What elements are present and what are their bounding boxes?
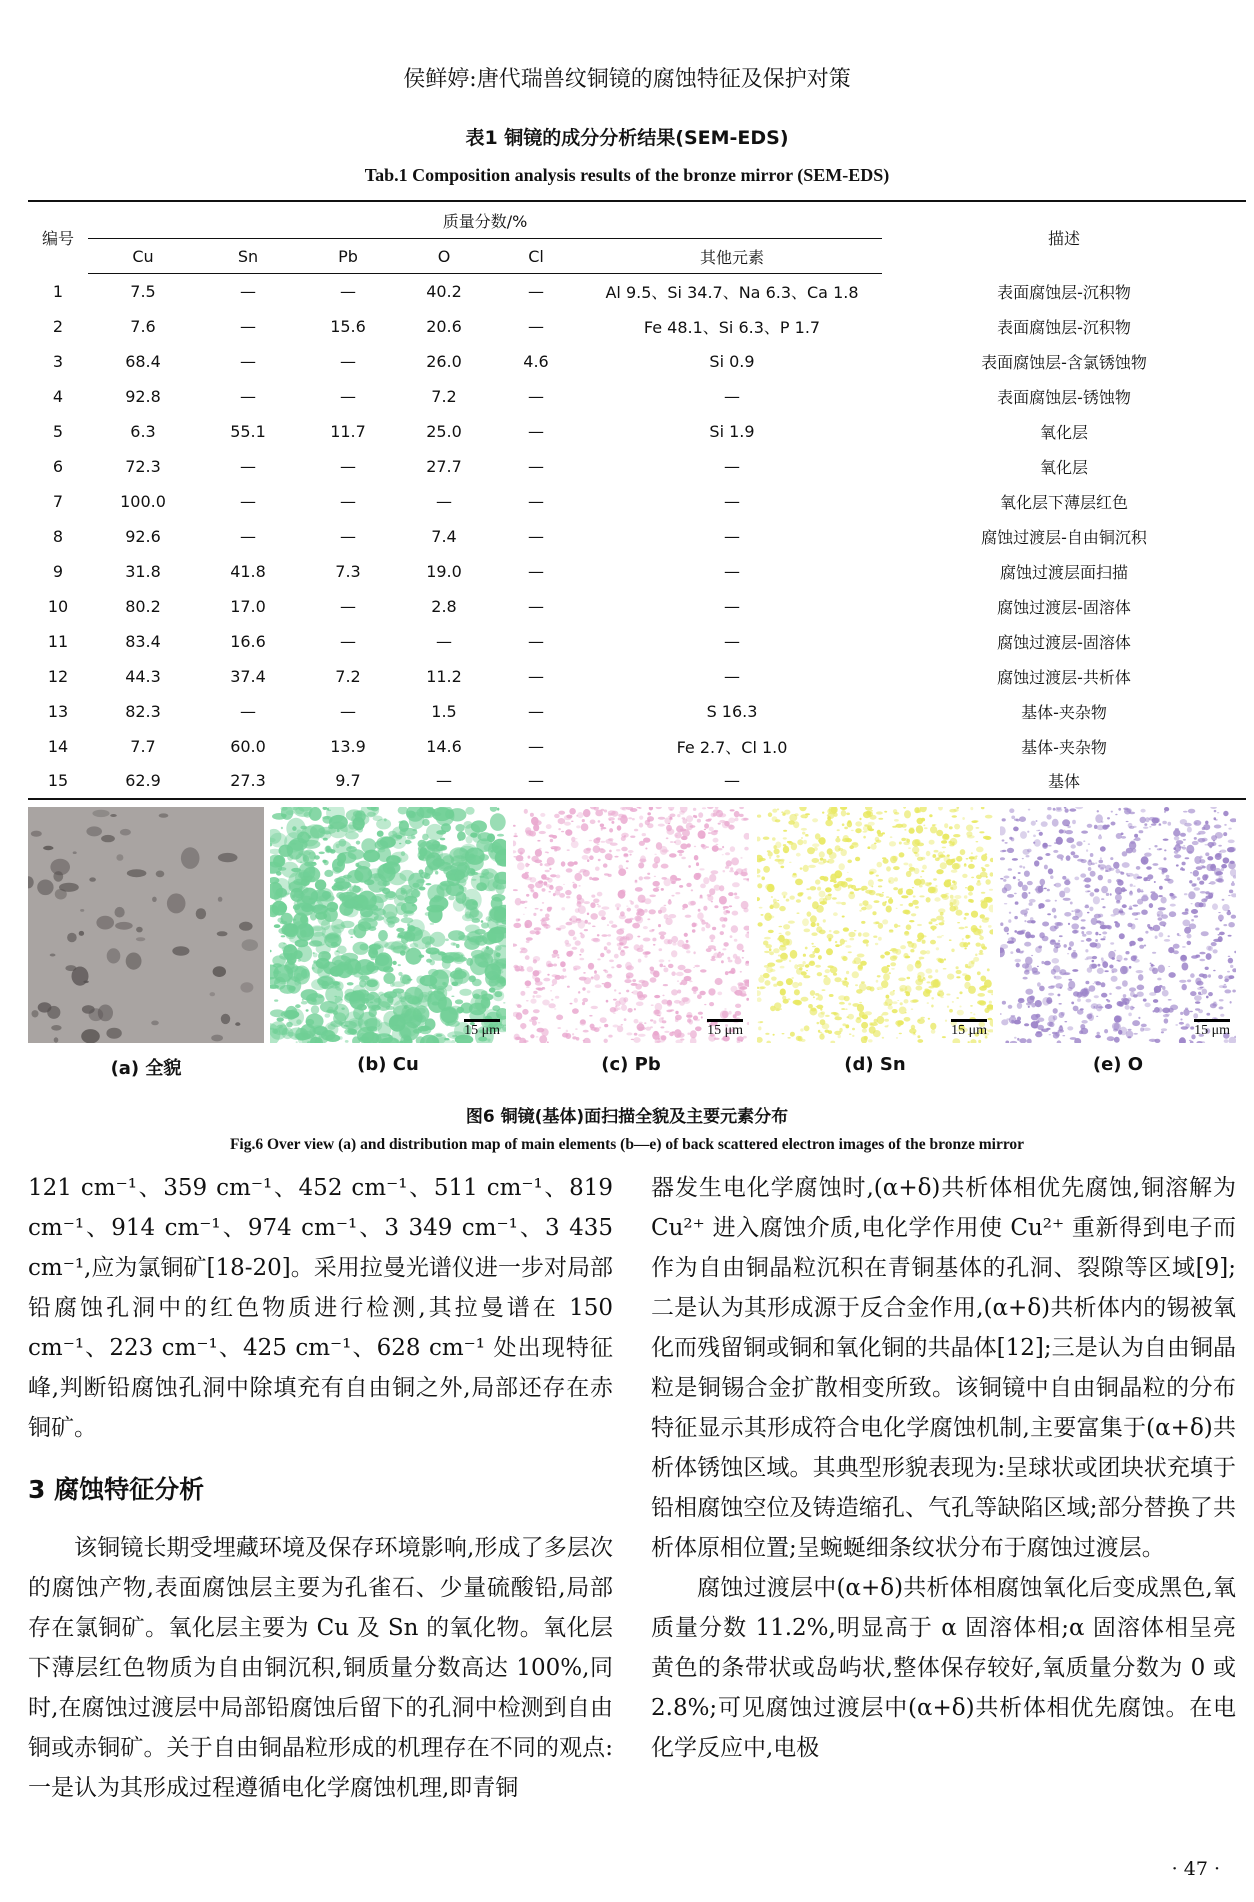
panel-sn-map [757,807,993,1043]
table-cell: — [340,386,356,406]
table-cell: — [240,491,256,511]
table-cell: 14 [47,736,69,756]
table-cell: Al 9.5、Si 34.7、Na 6.3、Ca 1.8 [605,282,859,302]
table-cell: — [240,526,256,546]
table-cell: 7.7 [130,736,156,756]
table-cell: — [340,596,356,616]
table-cell: 3 [52,351,64,371]
table-cell: — [398,764,490,799]
table-row [28,414,1246,449]
column-header: Sn [198,239,298,274]
table-caption-cn: 表1 铜镜的成分分析结果(SEM-EDS) [465,127,789,149]
table-cell: — [528,491,544,511]
table-cell: — [724,526,740,546]
table-cell: — [528,561,544,581]
table-cell: 25.0 [426,421,462,441]
table-cell: 27.3 [198,764,298,799]
table-cell: — [528,421,544,441]
table-cell: 62.9 [88,764,198,799]
table-row [28,274,1246,309]
table-cell: 13.9 [330,736,366,756]
table-cell: 4.6 [523,351,549,371]
table-cell: — [724,491,740,511]
table-cell: — [240,456,256,476]
table-cell: — [582,764,882,799]
table-row [28,519,1246,554]
table-cell: — [340,491,356,511]
table-cell: — [724,666,740,686]
table-cell: 8 [52,526,64,546]
table-cell: Fe 2.7、Cl 1.0 [676,737,788,757]
table-cell: — [528,281,544,301]
table-cell: 表面腐蚀层-含氯锈蚀物 [981,352,1147,372]
paragraph: 121 cm⁻¹、359 cm⁻¹、452 cm⁻¹、511 cm⁻¹、819 cm⁻¹、914 cm⁻¹、974 cm⁻¹、3 349 cm⁻¹、3 435 cm⁻¹,应为氯铜矿[18-20]。采用拉曼光谱仪进一步对局部铅腐蚀孔洞中的红色物质进行检测,其拉曼谱在 150 cm⁻¹、223 cm⁻¹、425 cm⁻¹、628 cm⁻¹ 处出现特征峰,判断铅腐蚀孔洞中除填充有自由铜之外,局部还存在赤铜矿。 [28,1175,613,1441]
table-cell: — [724,386,740,406]
table-cell: 72.3 [125,456,161,476]
table-cell: Si 1.9 [709,421,755,441]
table-row [28,729,1246,764]
table-cell: 2 [52,316,64,336]
table-cell: 腐蚀过渡层-自由铜沉积 [981,527,1147,547]
column-header: Pb [298,239,398,274]
table-cell: — [528,736,544,756]
table-cell: 9.7 [298,764,398,799]
table-cell: 7.2 [335,666,361,686]
column-header: O [398,239,490,274]
table-row [28,484,1246,519]
composition-table [28,200,1246,800]
table-row [28,624,1246,659]
table-cell: — [528,596,544,616]
panel-pb-map [513,807,749,1043]
table-cell: — [528,631,544,651]
panel-label: (b) Cu [357,1054,419,1075]
panel-label: (e) O [1092,1054,1144,1075]
table-cell: 92.6 [125,526,161,546]
table-row [28,379,1246,414]
panel-label: (a) 全貌 [110,1058,182,1079]
table-cell: 7.3 [335,561,361,581]
table-cell: 腐蚀过渡层-固溶体 [997,632,1131,652]
panel-label: (c) Pb [601,1054,661,1075]
table-row [28,344,1246,379]
table-row [28,589,1246,624]
paragraph: 腐蚀过渡层中(α+δ)共析体相腐蚀氧化后变成黑色,氧质量分数 11.2%,明显高于 α 固溶体相;α 固溶体相呈亮黄色的条带状或岛屿状,整体保存较好,氧质量分数为 0 或 2.8%;可见腐蚀过渡层中(α+δ)共析体相优先腐蚀。在电化学反应中,电极 [651,1575,1236,1761]
table-cell: 基体 [882,764,1246,799]
table-cell: — [340,281,356,301]
table-cell: — [528,456,544,476]
table-cell: 31.8 [125,561,161,581]
table-cell: — [240,351,256,371]
table-cell: 92.8 [125,386,161,406]
table-cell: 16.6 [230,631,266,651]
table-cell: 11.2 [426,666,462,686]
table-cell: 44.3 [125,666,161,686]
table-body [28,274,1246,799]
table-cell: 20.6 [426,316,462,336]
table-cell: 7.4 [431,526,457,546]
figure-caption-en: Fig.6 Over view (a) and distribution map of main elements (b—e) of back scattered electron images of the bronze mirror [229,1136,1025,1153]
table-cell: 100.0 [120,491,166,511]
table-cell: 基体-夹杂物 [1021,702,1107,722]
table-cell: 表面腐蚀层-沉积物 [997,317,1131,337]
table-cell: — [490,764,582,799]
table-cell: 12 [47,666,69,686]
table-cell: 氧化层 [1039,457,1088,477]
table-row [28,449,1246,484]
table-cell: — [340,526,356,546]
table-cell: 40.2 [426,281,462,301]
table-row [28,659,1246,694]
table-cell: 19.0 [426,561,462,581]
table-cell: 37.4 [230,666,266,686]
header-no: 编号 [41,229,74,249]
table-cell: — [436,491,452,511]
table-cell: 腐蚀过渡层-固溶体 [997,597,1131,617]
panel-overview-image [28,807,264,1043]
table-cell: — [240,386,256,406]
table-cell: 腐蚀过渡层面扫描 [999,562,1128,582]
table-cell: 26.0 [426,351,462,371]
table-cell: 基体-夹杂物 [1021,737,1107,757]
paragraph: 该铜镜长期受埋藏环境及保存环境影响,形成了多层次的腐蚀产物,表面腐蚀层主要为孔雀石、少量硫酸铅,局部存在氯铜矿。氧化层主要为 Cu 及 Sn 的氧化物。氧化层下薄层红色物质为自由铜沉积,铜质量分数高达 100%,同时,在腐蚀过渡层中局部铅腐蚀后留下的孔洞中检测到自由铜或赤铜矿。关于自由铜晶粒形成的机理存在不同的观点:一是认为其形成过程遵循电化学腐蚀机理,即青铜 [28,1535,613,1801]
table-cell: 1.5 [431,701,457,721]
column-header: Cl [490,239,582,274]
table-cell: — [436,631,452,651]
table-row [28,764,1246,799]
table-cell: 4 [52,386,64,406]
figure-caption-cn: 图6 铜镜(基体)面扫描全貌及主要元素分布 [465,1107,789,1127]
table-cell: 10 [47,596,69,616]
table-row [28,554,1246,589]
table-cell: 氧化层 [1039,422,1088,442]
panel-o-map [1000,807,1236,1043]
table-cell: — [724,456,740,476]
table-cell: 2.8 [431,596,457,616]
header-group: 质量分数/% [88,201,882,239]
table-cell: 60.0 [230,736,266,756]
paragraph: 器发生电化学腐蚀时,(α+δ)共析体相优先腐蚀,铜溶解为 Cu²⁺ 进入腐蚀介质,电化学作用使 Cu²⁺ 重新得到电子而作为自由铜晶粒沉积在青铜基体的孔洞、裂隙等区域[9];二是认为其形成源于反合金作用,(α+δ)共析体内的锡被氧化而残留铜或铜和氧化铜的共晶体[12];三是认为自由铜晶粒是铜锡合金扩散相变所致。该铜镜中自由铜晶粒的分布特征显示其形成符合电化学腐蚀机制,主要富集于(α+δ)共析体锈蚀区域。其典型形貌表现为:呈球状或团块状充填于铅相腐蚀空位及铸造缩孔、气孔等缺陷区域;部分替换了共析体原相位置;呈蜿蜒细条纹状分布于腐蚀过渡层。 [651,1175,1236,1561]
table-cell: Si 0.9 [709,351,755,371]
table-cell: 83.4 [125,631,161,651]
table-cell: 氧化层下薄层红色 [999,492,1128,512]
table-cell: 腐蚀过渡层-共析体 [997,667,1131,687]
table-row [28,694,1246,729]
table-cell: — [724,596,740,616]
table-cell: 41.8 [230,561,266,581]
table-cell: 9 [52,561,64,581]
header-desc: 描述 [1047,229,1080,249]
table-cell: 80.2 [125,596,161,616]
table-cell: 17.0 [230,596,266,616]
table-cell: 表面腐蚀层-沉积物 [997,282,1131,302]
table-caption-en: Tab.1 Composition analysis results of the bronze mirror (SEM-EDS) [364,165,890,185]
column-header: Cu [88,239,198,274]
table-cell: — [724,561,740,581]
table-cell: — [340,631,356,651]
table-cell: 7 [52,491,64,511]
table-cell: 11 [47,631,69,651]
table-cell: — [724,631,740,651]
table-cell: 15 [28,764,88,799]
table-cell: 1 [52,281,64,301]
table-cell: 11.7 [330,421,366,441]
table-cell: 7.2 [431,386,457,406]
table-cell: — [340,351,356,371]
table-cell: — [340,701,356,721]
table-cell: — [528,316,544,336]
column-header: 其他元素 [582,239,882,274]
table-cell: 7.6 [130,316,156,336]
panel-cu-map [270,807,506,1043]
table-cell: — [340,456,356,476]
table-cell: — [528,526,544,546]
page-number: · 47 · [1171,1858,1220,1880]
table-cell: S 16.3 [706,701,758,721]
section-heading: 3 腐蚀特征分析 [28,1475,205,1504]
table-cell: 27.7 [426,456,462,476]
table-cell: — [528,386,544,406]
table-cell: 68.4 [125,351,161,371]
scale-bar: 15 μm [464,1019,500,1039]
table-cell: 55.1 [230,421,266,441]
table-cell: Fe 48.1、Si 6.3、P 1.7 [643,317,821,337]
table-cell: 13 [47,701,69,721]
table-cell: 6 [52,456,64,476]
table-cell: — [240,316,256,336]
table-cell: 15.6 [330,316,366,336]
left-column [28,1168,613,1808]
table-cell: — [528,701,544,721]
table-cell: 5 [52,421,64,441]
scale-bar: 15 μm [1194,1019,1230,1039]
table-cell: 14.6 [426,736,462,756]
panel-label: (d) Sn [844,1054,906,1075]
table-cell: 7.5 [130,281,156,301]
scale-bar: 15 μm [707,1019,743,1039]
table-row [28,309,1246,344]
table-cell: — [240,701,256,721]
table-cell: — [240,281,256,301]
table-cell: — [528,666,544,686]
table-cell: 6.3 [130,421,156,441]
table-cell: 82.3 [125,701,161,721]
right-column [651,1168,1236,1768]
table-cell: 表面腐蚀层-锈蚀物 [997,387,1131,407]
scale-bar: 15 μm [951,1019,987,1039]
running-head: 侯鲜婷:唐代瑞兽纹铜镜的腐蚀特征及保护对策 [403,67,851,92]
